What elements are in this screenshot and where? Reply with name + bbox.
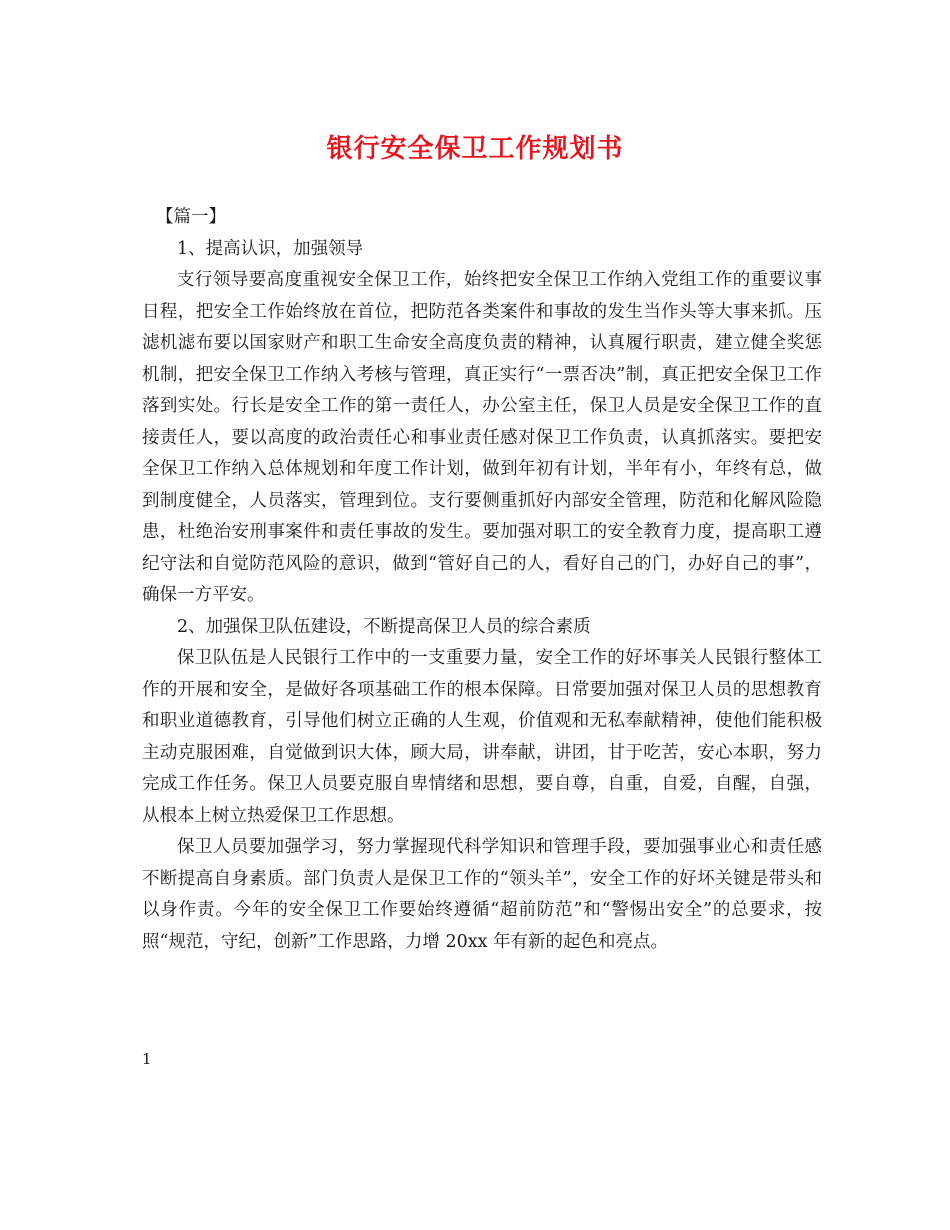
paragraph-3: 保卫人员要加强学习，努力掌握现代科学知识和管理手段，要加强事业心和责任感不断提高自身素质。部门负责人是保卫工作的“领头羊”，安全工作的好坏关键是带头和以身作责。今年的安全保卫工作要始终遵循“超前防范”和“警惕出安全”的总要求，按照“规范，守纪，创新”工作思路，力增 20xx 年有新的起色和亮点。 bbox=[142, 837, 822, 952]
paragraph-heading-1: 1、提高认识，加强领导 bbox=[177, 238, 364, 259]
document-body bbox=[142, 202, 822, 958]
paragraph-1: 支行领导要高度重视安全保卫工作，始终把安全保卫工作纳入党组工作的重要议事日程，把安全工作始终放在首位，把防范各类案件和事故的发生当作头等大事来抓。压滤机滤布要以国家财产和职工生命安全高度负责的精神，认真履行职责，建立健全奖惩机制，把安全保卫工作纳入考核与管理，真正实行“一票否决”制，真正把安全保卫工作落到实处。行长是安全工作的第一责任人，办公室主任，保卫人员是安全保卫工作的直接责任人，要以高度的政治责任心和事业责任感对保卫工作负责，认真抓落实。要把安全保卫工作纳入总体规划和年度工作计划，做到年初有计划，半年有小，年终有总，做到制度健全，人员落实，管理到位。支行要侧重抓好内部安全管理，防范和化解风险隐患，杜绝治安刑事案件和责任事故的发生。要加强对职工的安全教育力度，提高职工遵纪守法和自觉防范风险的意识，做到“管好自己的人，看好自己的门，办好自己的事”，确保一方平安。 bbox=[142, 270, 822, 605]
paragraph-2: 保卫队伍是人民银行工作中的一支重要力量，安全工作的好坏事关人民银行整体工作的开展和安全，是做好各项基础工作的根本保障。日常要加强对保卫人员的思想教育和职业道德教育，引导他们树立正确的人生观，价值观和无私奉献精神，使他们能积极主动克服困难，自觉做到识大体，顾大局，讲奉献，讲团，甘于吃苦，安心本职，努力完成工作任务。保卫人员要克服自卑情绪和思想，要自尊，自重，自爱，自醒，自强，从根本上树立热爱保卫工作思想。 bbox=[142, 648, 822, 826]
section-label: 【篇一】 bbox=[156, 207, 226, 227]
document-title: 银行安全保卫工作规划书 bbox=[326, 134, 624, 164]
page-number: 1 bbox=[142, 1050, 152, 1068]
paragraph-heading-2: 2、加强保卫队伍建设，不断提高保卫人员的综合素质 bbox=[177, 616, 591, 637]
